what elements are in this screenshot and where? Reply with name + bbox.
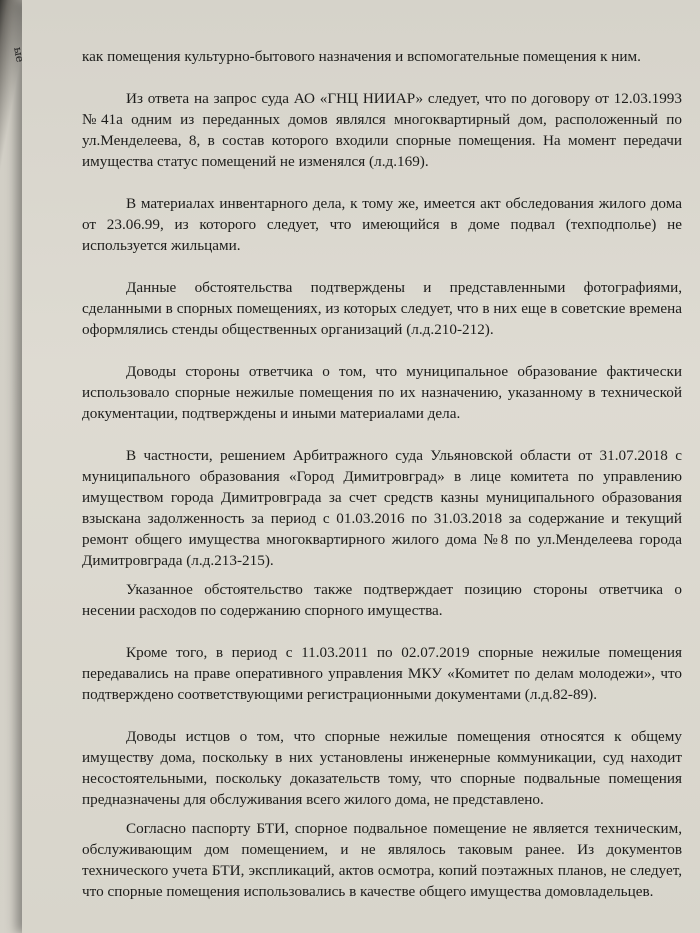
- paragraph-inventory-case: В материалах инвентарного дела, к тому же, имеется акт обследования жилого дома от 23.06.99, из которого следует, что имеющийся в доме подвал (техподполье) не используется жильцами.: [82, 195, 682, 254]
- paragraph-operational-management: Кроме того, в период с 11.03.2011 по 02.07.2019 спорные нежилые помещения передавались на праве оперативного управления МКУ «Комитет по делам молодежи», что подтверждено соответствующими регистрационными документами (л.д.82-89).: [82, 644, 682, 703]
- paragraph-photographs: Данные обстоятельства подтверждены и представленными фотографиями, сделанными в спорных помещениях, из которых следует, что в них еще в советские времена оформлялись стенды общественных организаций (л.д.210-212).: [82, 279, 682, 338]
- paragraph-defendant-arguments: Доводы стороны ответчика о том, что муниципальное образование фактически использовало спорные нежилые помещения по их назначению, указанному в технической документации, подтверждены и иными материалами дела.: [82, 363, 682, 422]
- paragraph-plaintiff-arguments: Доводы истцов о том, что спорные нежилые помещения относятся к общему имуществу дома, поскольку в них установлены инженерные коммуникации, суд находит несостоятельными, поскольку доказательств тому, что спорные подвальные помещения предназначены для обслуживания всего жилого дома, не представлено.: [82, 728, 682, 808]
- adjacent-page-fragment: ые: [11, 46, 27, 64]
- paragraph-bti-passport: Согласно паспорту БТИ, спорное подвальное помещение не является техническим, обслуживающим дом помещением, и не являлось таковым ранее. Из документов технического учета БТИ, экспликаций, актов осмотра, копий поэтажных планов, не следует, что спорные помещения использовались в качестве общего имущества домовладельцев.: [82, 820, 682, 900]
- paragraph-arbitration-decision: В частности, решением Арбитражного суда Ульяновской области от 31.07.2018 с муниципального образования «Город Димитровград» в лице комитета по управлению имуществом города Димитровграда за счет средств казны муниципального образования взыскана задолженность за период с 01.03.2016 по 31.03.2018 за содержание и текущий ремонт общего имущества многоквартирного жилого дома №8 по ул.Менделеева города Димитровграда (л.д.213-215).: [82, 447, 682, 569]
- paragraph-continuation: как помещения культурно-бытового назначения и вспомогательные помещения к ним.: [82, 48, 641, 65]
- document-page: [11, 0, 700, 933]
- paragraph-niiar-response: Из ответа на запрос суда АО «ГНЦ НИИАР» следует, что по договору от 12.03.1993 №41а одним из переданных домов являлся многоквартирный дом, расположенный по ул.Менделеева, 8, в состав которого входили спорные помещения. На момент передачи имущества статус помещений не изменялся (л.д.169).: [82, 90, 682, 170]
- document-body: [82, 46, 682, 923]
- paragraph-expenses: Указанное обстоятельство также подтверждает позицию стороны ответчика о несении расходов по содержанию спорного имущества.: [82, 581, 682, 619]
